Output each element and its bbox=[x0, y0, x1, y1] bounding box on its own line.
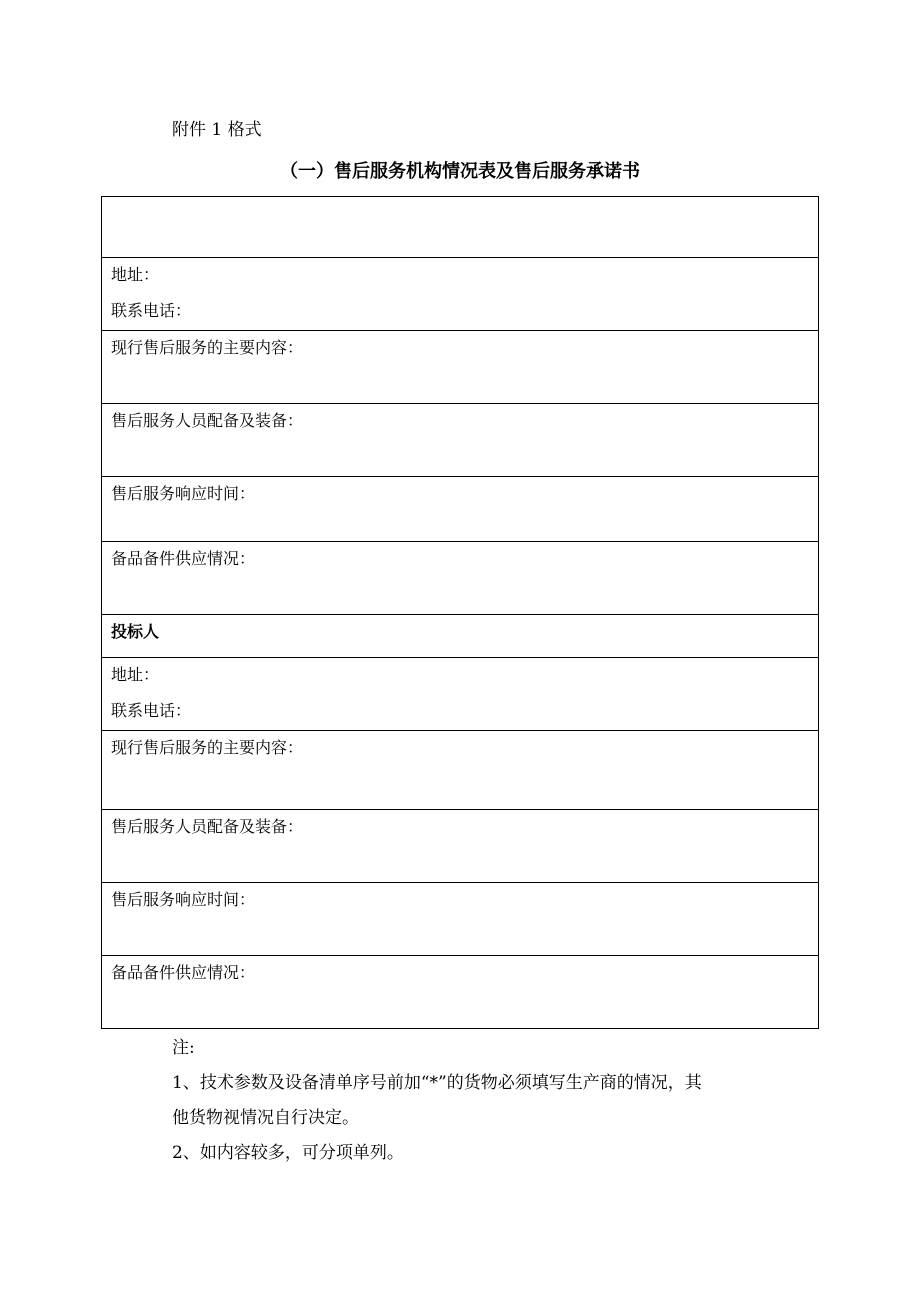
notes-label: 注: bbox=[172, 1038, 195, 1058]
table-row-spare-parts bbox=[102, 541, 818, 614]
bidder-label: 投标人 bbox=[111, 622, 160, 641]
table-row-bidder bbox=[102, 614, 818, 657]
phone-label: 联系电话： bbox=[111, 701, 192, 720]
note-item-2: 2、如内容较多，可分项单列。 bbox=[172, 1143, 404, 1163]
staffing-label: 售后服务人员配备及装备： bbox=[111, 411, 304, 430]
address-label: 地址： bbox=[111, 265, 160, 284]
response-time-label: 售后服务响应时间： bbox=[111, 890, 256, 909]
table-row-staffing bbox=[102, 403, 818, 476]
table-row-main-content bbox=[102, 330, 818, 403]
table-row-response-time bbox=[102, 882, 818, 955]
table-row-spare-parts bbox=[102, 955, 818, 1028]
note-item-1-continued: 他货物视情况自行决定。 bbox=[172, 1108, 359, 1128]
main-content-label: 现行售后服务的主要内容： bbox=[111, 338, 304, 357]
table-row-staffing bbox=[102, 809, 818, 882]
table-row-blank bbox=[102, 197, 818, 257]
spare-parts-label: 备品备件供应情况： bbox=[111, 549, 256, 568]
table-row-response-time bbox=[102, 476, 818, 541]
table-row-address-phone bbox=[102, 257, 818, 330]
note-item-1: 1、技术参数及设备清单序号前加“*”的货物必须填写生产商的情况，其 bbox=[172, 1073, 702, 1093]
response-time-label: 售后服务响应时间： bbox=[111, 484, 256, 503]
phone-label: 联系电话： bbox=[111, 301, 192, 320]
document-title: （一）售后服务机构情况表及售后服务承诺书 bbox=[280, 161, 640, 182]
table-row-address-phone bbox=[102, 657, 818, 730]
main-content-label: 现行售后服务的主要内容： bbox=[111, 738, 304, 757]
attachment-label: 附件 1 格式 bbox=[172, 120, 262, 140]
address-label: 地址： bbox=[111, 665, 160, 684]
spare-parts-label: 备品备件供应情况： bbox=[111, 963, 256, 982]
table-row-main-content bbox=[102, 730, 818, 809]
blank-cell bbox=[111, 203, 809, 225]
service-info-table bbox=[101, 196, 819, 1029]
staffing-label: 售后服务人员配备及装备： bbox=[111, 817, 304, 836]
